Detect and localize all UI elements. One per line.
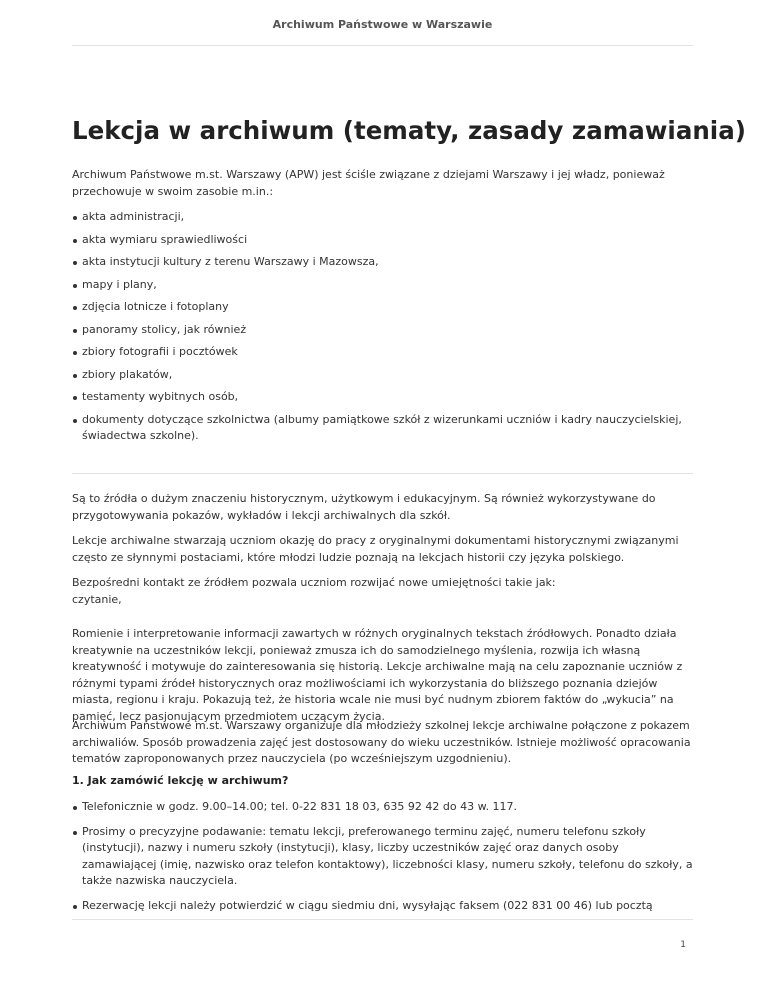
list-item: akta instytucji kultury z terenu Warszawy i Mazowsza, xyxy=(72,254,693,271)
list-item: panoramy stolicy, jak również xyxy=(72,322,693,339)
list-item: dokumenty dotyczące szkolnictwa (albumy pamiątkowe szkół z wizerunkami uczniów i kadry nauczycielskiej, świadectwa szkolne). xyxy=(72,412,693,445)
list-item: Prosimy o precyzyjne podawanie: tematu lekcji, preferowanego terminu zajęć, numeru telefonu szkoły (instytucji), nazwy i numeru szkoły (instytucji), klasy, liczby uczestników zajęć oraz danych osoby zamawiającej (imię, nazwisko oraz telefon kontaktowy), liczebności klasy, numeru szkoły, telefonu do szkoły, a także nazwiska nauczyciela. xyxy=(72,824,693,890)
section-divider xyxy=(72,473,693,474)
list-item: zbiory fotografii i pocztówek xyxy=(72,344,693,361)
list-item: zdjęcia lotnicze i fotoplany xyxy=(72,299,693,316)
order-steps-list xyxy=(72,799,693,922)
list-item: Rezerwację lekcji należy potwierdzić w ciągu siedmiu dni, wysyłając faksem (022 831 00 46) lub pocztą xyxy=(72,898,693,915)
contact-paragraph xyxy=(72,575,693,608)
page-title: Lekcja w archiwum (tematy, zasady zamawiania) xyxy=(72,116,746,145)
list-item: akta administracji, xyxy=(72,209,693,226)
list-item: zbiory plakatów, xyxy=(72,367,693,384)
holdings-list xyxy=(72,209,693,451)
page-header: Archiwum Państwowe w Warszawie xyxy=(272,18,493,31)
list-item: mapy i plany, xyxy=(72,277,693,294)
header-divider xyxy=(72,45,693,46)
sources-paragraph: Są to źródła o dużym znaczeniu historycznym, użytkowym i edukacyjnym. Są również wykorzystywane do przygotowywania pokazów, wykładów i lekcji archiwalnych dla szkół. xyxy=(72,492,656,522)
footer-divider xyxy=(72,919,693,920)
contact-line: Bezpośredni kontakt ze źródłem pozwala uczniom rozwijać nowe umiejętności takie jak: xyxy=(72,576,556,589)
contact-line: czytanie, xyxy=(72,592,122,606)
page-number: 1 xyxy=(680,940,686,950)
list-item: testamenty wybitnych osób, xyxy=(72,389,693,406)
interpretation-paragraph: Romienie i interpretowanie informacji zawartych w różnych oryginalnych tekstach źródłowych. Ponadto działa kreatywnie na uczestników lekcji, ponieważ zmusza ich do samodzielnego myślenia, rozwija ich własną kreatywność i motywuje do zainteresowania się historią. Lekcje archiwalne mają na celu zapoznanie uczniów z różnymi typami źródeł historycznych oraz możliwościami ich wykorzystania do bliższego poznania dziejów miasta, regionu i kraju. Pokazują też, że historia wcale nie musi być nudnym zbiorem faktów do „wykucia” na pamięć, lecz pasjonującym przedmiotem uczącym życia. xyxy=(72,627,683,723)
list-item: akta wymiaru sprawiedliwości xyxy=(72,232,693,249)
list-item: Telefonicznie w godz. 9.00–14.00; tel. 0-22 831 18 03, 635 92 42 do 43 w. 117. xyxy=(72,799,693,816)
lessons-paragraph: Lekcje archiwalne stwarzają uczniom okazję do pracy z oryginalnymi dokumentami historycznymi związanymi często ze słynnymi postaciami, które młodzi ludzie poznają na lekcjach historii czy języka polskiego. xyxy=(72,534,679,564)
section-heading: 1. Jak zamówić lekcję w archiwum? xyxy=(72,774,289,787)
intro-paragraph: Archiwum Państwowe m.st. Warszawy (APW) jest ściśle związane z dziejami Warszawy i jej władz, ponieważ przechowuje w swoim zasobie m.in.: xyxy=(72,168,665,198)
organize-paragraph: Archiwum Państwowe m.st. Warszawy organizuje dla młodzieży szkolnej lekcje archiwalne połączone z pokazem archiwaliów. Sposób prowadzenia zajęć jest dostosowany do wieku uczestników. Istnieje możliwość opracowania tematów zaproponowanych przez nauczyciela (po wcześniejszym uzgodnieniu). xyxy=(72,719,691,765)
